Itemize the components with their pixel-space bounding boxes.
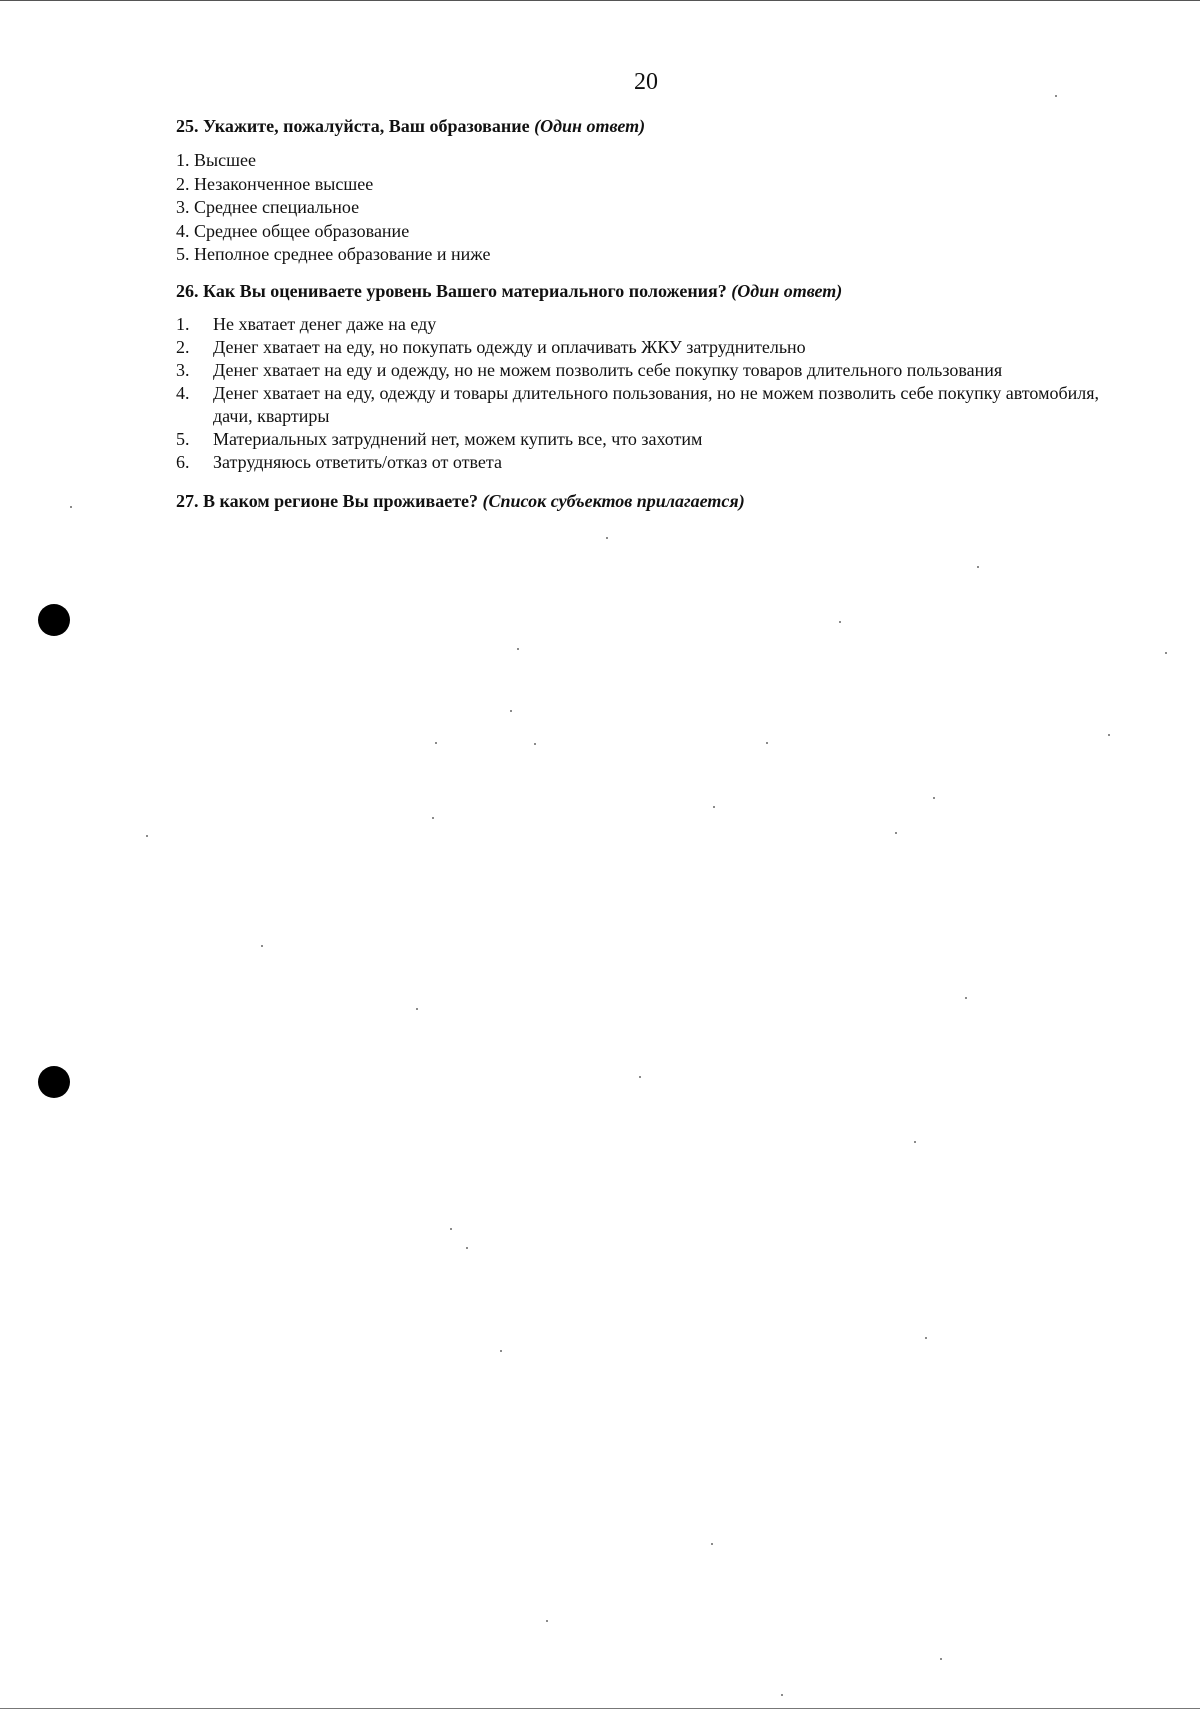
question-26-option bbox=[176, 428, 1106, 451]
option-number: 3. bbox=[176, 360, 190, 380]
question-25-note: (Один ответ) bbox=[534, 116, 646, 136]
scan-speck bbox=[895, 832, 897, 834]
option-text: Денег хватает на еду и одежду, но не можем позволить себе покупку товаров длительного пользования bbox=[213, 360, 1003, 380]
scan-speck bbox=[977, 566, 979, 568]
question-25-option: 1. Высшее bbox=[176, 150, 256, 170]
scan-speck bbox=[146, 835, 148, 837]
scan-speck bbox=[546, 1620, 548, 1622]
question-26-title: 26. Как Вы оцениваете уровень Вашего материального положения? bbox=[176, 281, 727, 301]
scan-speck bbox=[781, 1694, 783, 1696]
scan-speck bbox=[432, 817, 434, 819]
scan-speck bbox=[435, 742, 437, 744]
option-text: Денег хватает на еду, одежду и товары длительного пользования, но не можем позволить себе покупку автомобиля, дачи, квартиры bbox=[213, 383, 1100, 426]
scan-speck bbox=[914, 1141, 916, 1143]
option-text: Денег хватает на еду, но покупать одежду и оплачивать ЖКУ затруднительно bbox=[213, 337, 806, 357]
question-25-option: 5. Неполное среднее образование и ниже bbox=[176, 244, 491, 264]
question-26-option bbox=[176, 451, 1106, 474]
option-number: 4. bbox=[176, 383, 190, 403]
scan-speck bbox=[510, 710, 512, 712]
scan-edge-bottom bbox=[0, 1708, 1200, 1709]
scan-speck bbox=[466, 1247, 468, 1249]
question-27-note: (Список субъектов прилагается) bbox=[482, 491, 745, 511]
question-26-option bbox=[176, 313, 1106, 336]
scan-speck bbox=[839, 621, 841, 623]
scan-speck bbox=[416, 1008, 418, 1010]
scan-speck bbox=[500, 1350, 502, 1352]
option-number: 2. bbox=[176, 337, 190, 357]
option-text: Материальных затруднений нет, можем купить все, что захотим bbox=[213, 429, 703, 449]
option-number: 5. bbox=[176, 429, 190, 449]
question-26-note: (Один ответ) bbox=[731, 281, 843, 301]
scan-speck bbox=[639, 1076, 641, 1078]
page-number: 20 bbox=[634, 69, 658, 95]
scan-speck bbox=[261, 945, 263, 947]
question-25-heading bbox=[176, 115, 645, 137]
scan-edge-top bbox=[0, 0, 1200, 1]
question-27-title: 27. В каком регионе Вы проживаете? bbox=[176, 491, 479, 511]
scan-speck bbox=[450, 1228, 452, 1230]
scan-speck bbox=[965, 997, 967, 999]
option-number: 1. bbox=[176, 314, 190, 334]
scan-speck bbox=[1165, 652, 1167, 654]
question-25-option: 3. Среднее специальное bbox=[176, 197, 360, 217]
punch-hole-mark bbox=[38, 1066, 70, 1098]
question-26-option bbox=[176, 336, 1106, 359]
scan-speck bbox=[940, 1658, 942, 1660]
question-26-option bbox=[176, 382, 1106, 428]
question-25-option: 2. Незаконченное высшее bbox=[176, 173, 374, 194]
punch-hole-mark bbox=[38, 604, 70, 636]
question-27-heading bbox=[176, 490, 745, 512]
question-26-options bbox=[176, 313, 1106, 474]
scan-speck bbox=[713, 806, 715, 808]
scan-speck bbox=[766, 742, 768, 744]
scan-speck bbox=[933, 797, 935, 799]
question-25-title: 25. Укажите, пожалуйста, Ваш образование bbox=[176, 116, 530, 136]
scan-speck bbox=[517, 648, 519, 650]
option-number: 6. bbox=[176, 452, 190, 472]
scan-speck bbox=[1055, 95, 1057, 97]
question-25-option: 4. Среднее общее образование bbox=[176, 220, 410, 241]
scan-speck bbox=[711, 1543, 713, 1545]
option-text: Затрудняюсь ответить/отказ от ответа bbox=[213, 452, 502, 472]
scan-speck bbox=[70, 506, 72, 508]
question-26-heading bbox=[176, 280, 842, 302]
scan-speck bbox=[925, 1337, 927, 1339]
scan-speck bbox=[1108, 734, 1110, 736]
scan-speck bbox=[606, 537, 608, 539]
question-26-option bbox=[176, 359, 1106, 382]
question-25-options bbox=[176, 149, 490, 267]
scan-speck bbox=[534, 743, 536, 745]
option-text: Не хватает денег даже на еду bbox=[213, 314, 437, 334]
